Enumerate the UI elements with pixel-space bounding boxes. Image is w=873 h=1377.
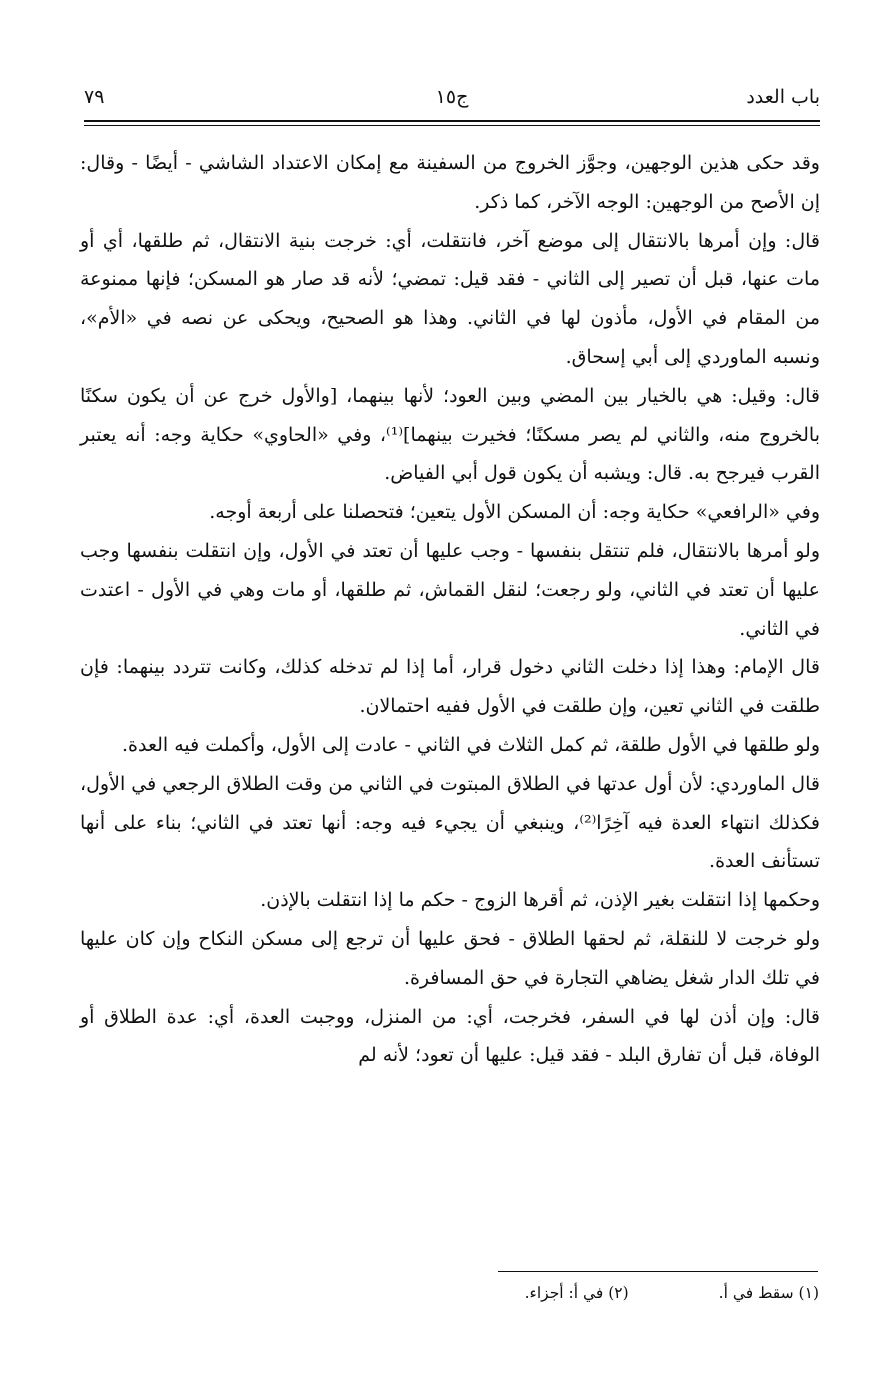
volume-number: ج١٥ — [435, 86, 469, 108]
paragraph-11: قال: وإن أذن لها في السفر، فخرجت، أي: من المنزل، ووجبت العدة، أي: عدة الطلاق أو الوفاة، قبل أن تفارق البلد - فقد قيل: عليها أن تعود؛ لأنه لم — [80, 1005, 820, 1067]
paragraph-8: قال الماوردي: لأن أول عدتها في الطلاق المبتوت في الثاني من وقت الطلاق الرجعي في الأول، فكذلك انتهاء العدة فيه آخِرًا⁽²⁾، وينبغي أن يجيء فيه وجه: أنها تعتد في الثاني؛ بناء على أنها تستأنف العدة. — [80, 772, 820, 873]
paragraph-7: ولو طلقها في الأول طلقة، ثم كمل الثلاث في الثاني - عادت إلى الأول، وأكملت فيه العدة. — [121, 733, 820, 756]
footnotes — [119, 1284, 819, 1302]
paragraph-6: قال الإمام: وهذا إذا دخلت الثاني دخول قرار، أما إذا لم تدخله كذلك، وكانت تتردد بينهما: فإن طلقت في الثاني تعين، وإن طلقت في الأول ففيه احتمالان. — [80, 656, 820, 718]
footnote-1: (١) سقط في أ. — [718, 1284, 819, 1302]
paragraph-9: وحكمها إذا انتقلت بغير الإذن، ثم أقرها الزوج - حكم ما إذا انتقلت بالإذن. — [260, 889, 820, 912]
header-rule-thick — [84, 120, 820, 122]
main-text — [80, 144, 820, 1075]
paragraph-1: وقد حكى هذين الوجهين، وجوَّز الخروج من السفينة مع إمكان الاعتداد الشاشي - أيضًا - وقال: إن الأصح من الوجهين: الوجه الآخر، كما ذكر. — [80, 152, 820, 213]
footnote-2: (٢) في أ: أجزاء. — [524, 1284, 629, 1302]
paragraph-2: قال: وإن أمرها بالانتقال إلى موضع آخر، فانتقلت، أي: خرجت بنية الانتقال، ثم طلقها، أي أو مات عنها، قبل أن تصير إلى الثاني - فقد قيل: تمضي؛ لأنه قد صار هو المسكن؛ فإنها ممنوعة من المقام في الأول، مأذون لها في الثاني. وهذا هو الصحيح، ويحكى عن نصه في «الأم»، ونسبه الماوردي إلى أبي إسحاق. — [80, 229, 820, 368]
paragraph-3: قال: وقيل: هي بالخيار بين المضي وبين العود؛ لأنها بينهما، [والأول خرج عن أن يكون سكنًا بالخروج منه، والثاني لم يصر مسكنًا؛ فخيرت بينهما]⁽¹⁾، وفي «الحاوي» حكاية وجه: أنه يعتبر القرب فيرجح به. قال: ويشبه أن يكون قول أبي الفياض. — [80, 384, 820, 485]
paragraph-5: ولو أمرها بالانتقال، فلم تنتقل بنفسها - وجب عليها أن تعتد في الأول، وإن انتقلت بنفسها وجب عليها أن تعتد في الثاني، ولو رجعت؛ لنقل القماش، ثم طلقها، أو مات وهي في الأول - اعتدت في الثاني. — [80, 539, 820, 640]
header-rule-thin — [84, 125, 820, 126]
page-number: ٧٩ — [84, 86, 105, 108]
running-header — [84, 82, 820, 116]
footnote-separator — [498, 1271, 818, 1272]
paragraph-10: ولو خرجت لا للنقلة، ثم لحقها الطلاق - فحق عليها أن ترجع إلى مسكن النكاح وإن كان عليها في تلك الدار شغل يضاهي التجارة في حق المسافرة. — [80, 927, 820, 989]
chapter-title: باب العدد — [746, 86, 820, 108]
paragraph-4: وفي «الرافعي» حكاية وجه: أن المسكن الأول يتعين؛ فتحصلنا على أربعة أوجه. — [209, 501, 820, 524]
